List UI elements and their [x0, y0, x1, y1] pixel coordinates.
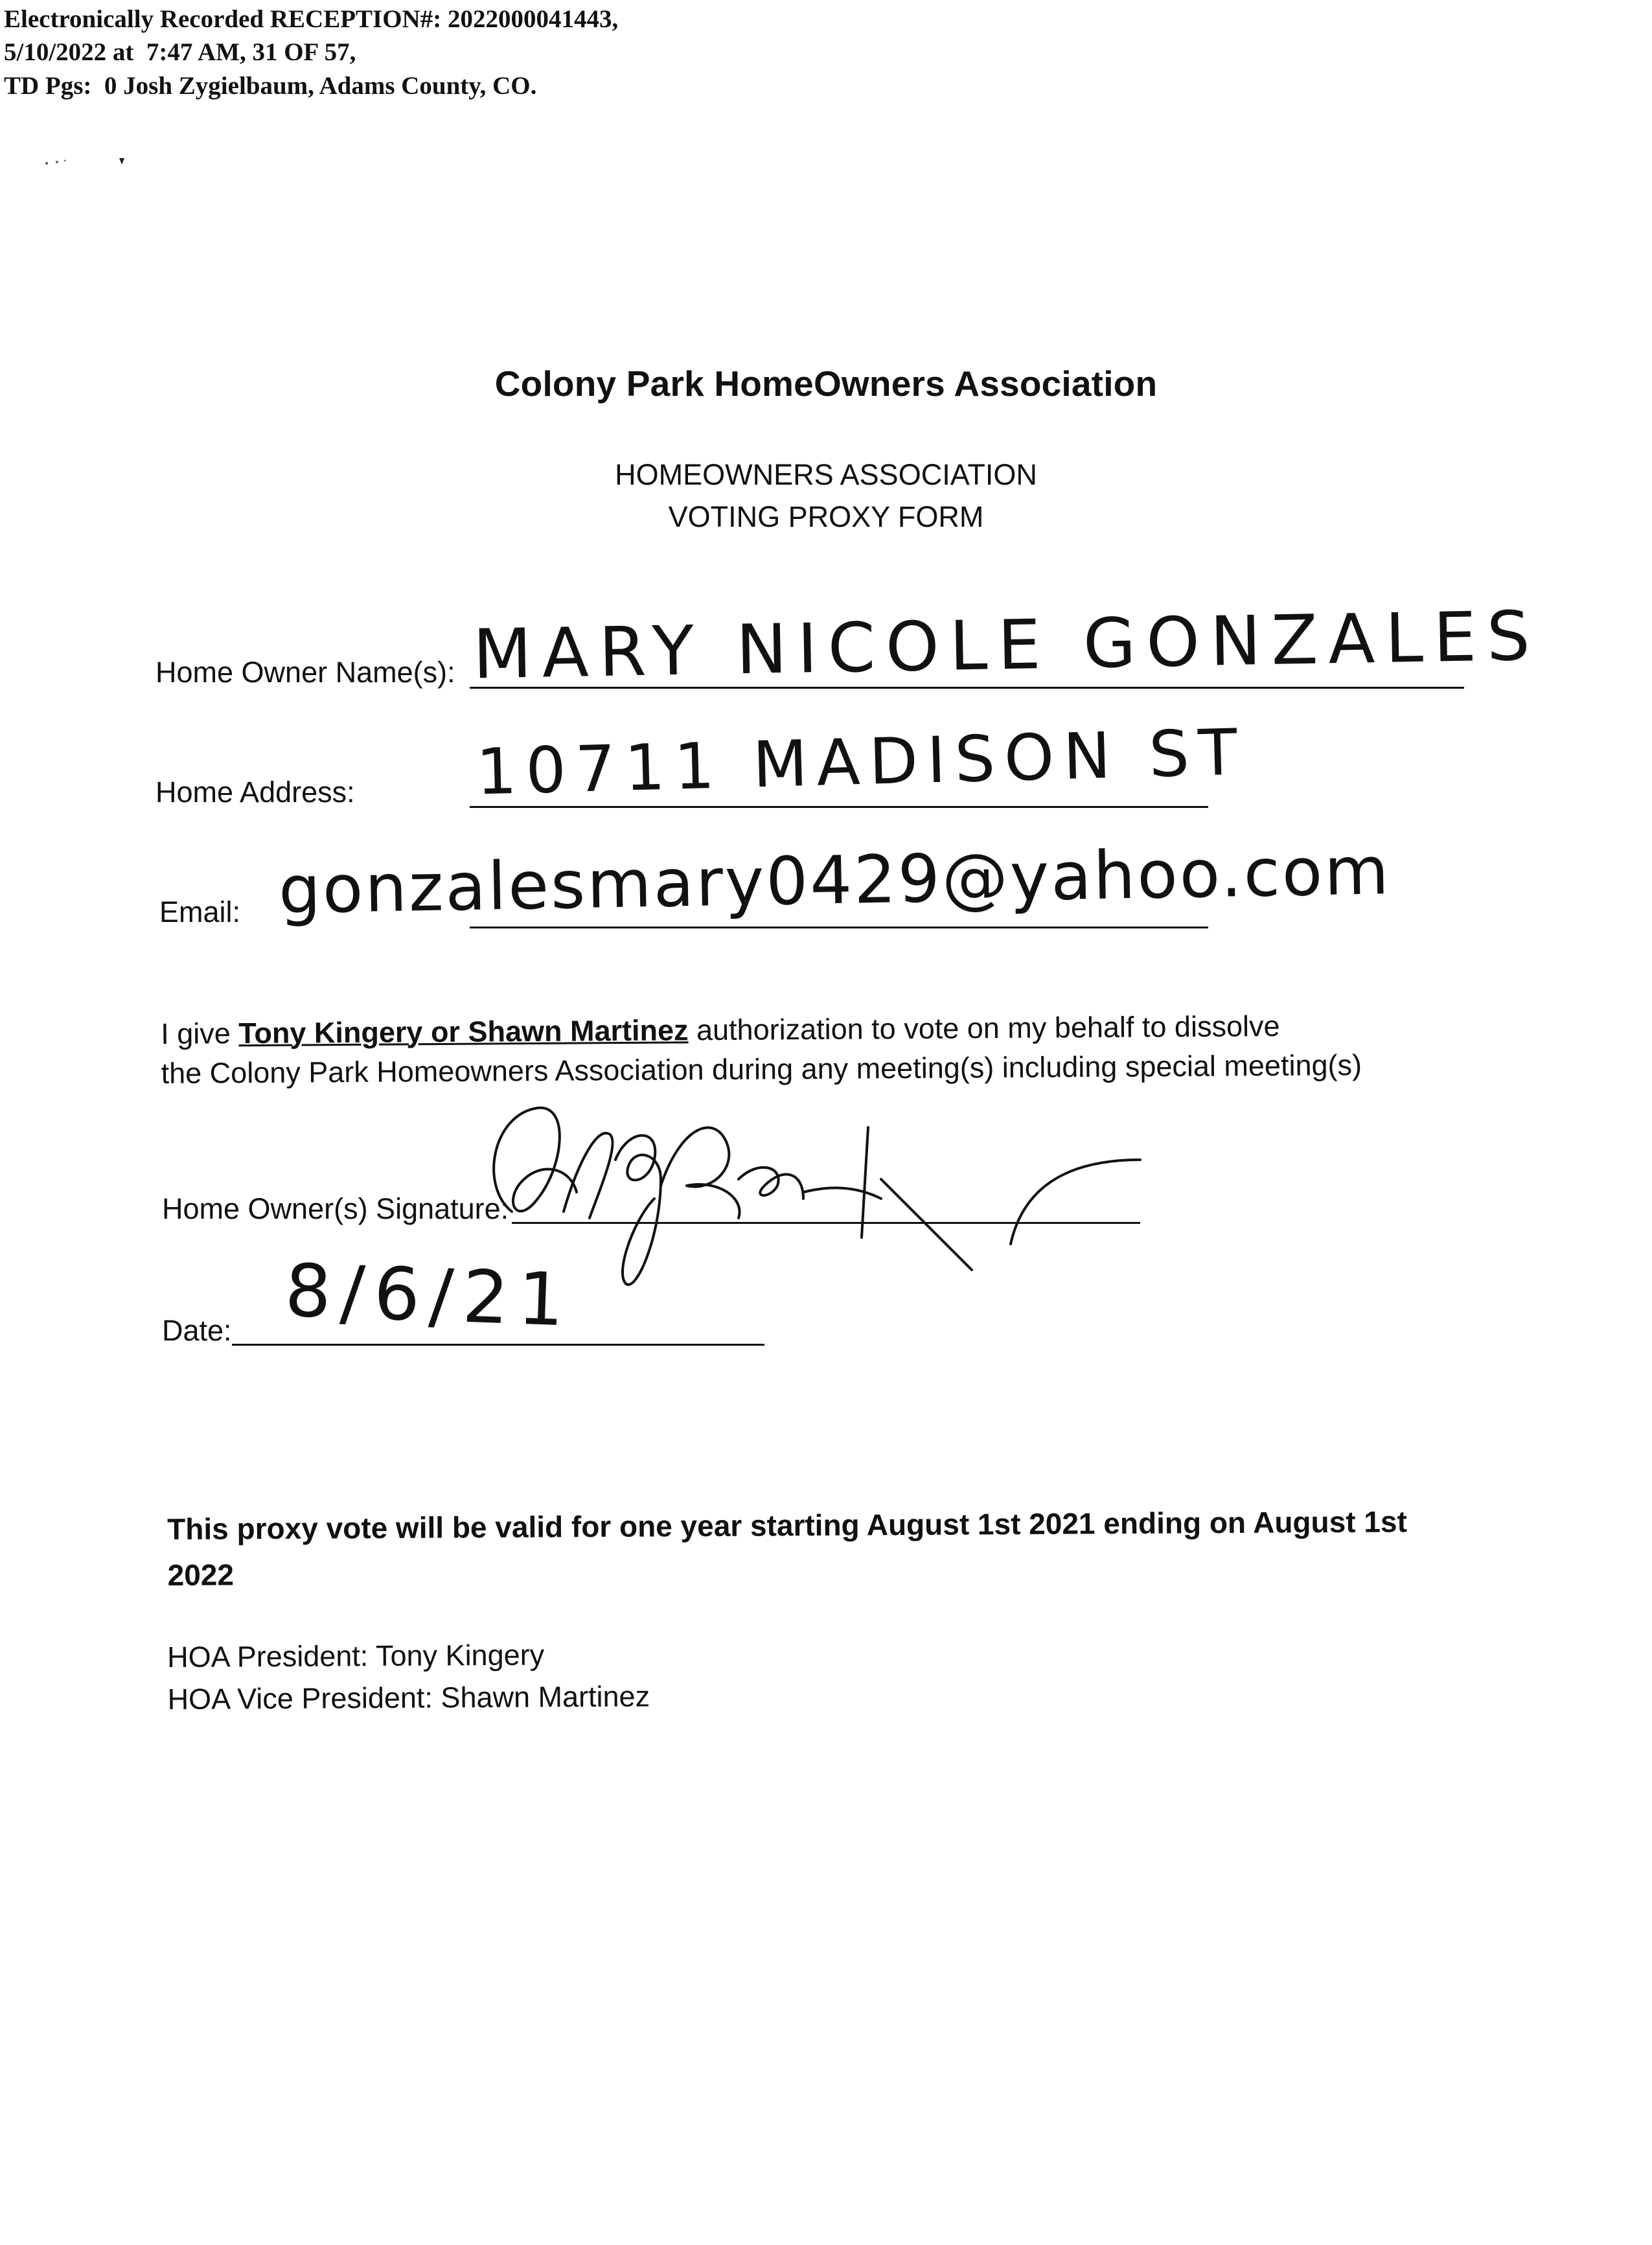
scan-specks: [39, 149, 143, 175]
email-handwritten[interactable]: gonzalesmary0429@yahoo.com: [278, 833, 1392, 929]
date-line: [232, 1344, 764, 1346]
authorization-line-2: the Colony Park Homeowners Association during any meeting(s) including special meeting(s): [161, 1048, 1362, 1090]
email-label: Email:: [159, 895, 241, 928]
association-title: Colony Park HomeOwners Association: [494, 363, 1158, 404]
recording-stamp-line-2: 5/10/2022 at 7:47 AM, 31 OF 57,: [4, 38, 356, 67]
president-line: HOA President: Tony Kingery: [167, 1638, 545, 1674]
form-subtitle: [0, 454, 1652, 538]
validity-statement: This proxy vote will be valid for one year starting August 1st 2021 ending on August 1st 2022: [167, 1504, 1407, 1593]
signature-label: Home Owner(s) Signature:: [162, 1192, 509, 1225]
recording-stamp-line-3: TD Pgs: 0 Josh Zygielbaum, Adams County, CO.: [4, 71, 537, 100]
address-label: Home Address:: [155, 776, 355, 809]
recording-stamp-line-1: Electronically Recorded RECEPTION#: 2022000041443,: [4, 5, 619, 33]
form-subtitle-line-1: HOMEOWNERS ASSOCIATION: [615, 458, 1037, 491]
proxy-names: Tony Kingery or Shawn Martinez: [238, 1013, 689, 1050]
authorization-paragraph: [161, 1006, 1362, 1093]
recording-stamp: [4, 3, 618, 102]
name-handwritten[interactable]: MARY NICOLE GONZALES: [472, 596, 1541, 695]
vice-president-line: HOA Vice President: Shawn Martinez: [167, 1679, 650, 1716]
address-handwritten[interactable]: 10711 MADISON ST: [475, 715, 1248, 810]
date-handwritten[interactable]: 8/6/21: [283, 1249, 575, 1343]
officers-block: [167, 1633, 650, 1720]
authorization-prefix: I give: [161, 1017, 239, 1050]
date-label: Date:: [162, 1314, 232, 1347]
name-label: Home Owner Name(s):: [155, 656, 455, 689]
form-subtitle-line-2: VOTING PROXY FORM: [668, 500, 984, 534]
email-line: [470, 927, 1208, 928]
authorization-suffix: authorization to vote on my behalf to dissolve: [688, 1009, 1280, 1047]
